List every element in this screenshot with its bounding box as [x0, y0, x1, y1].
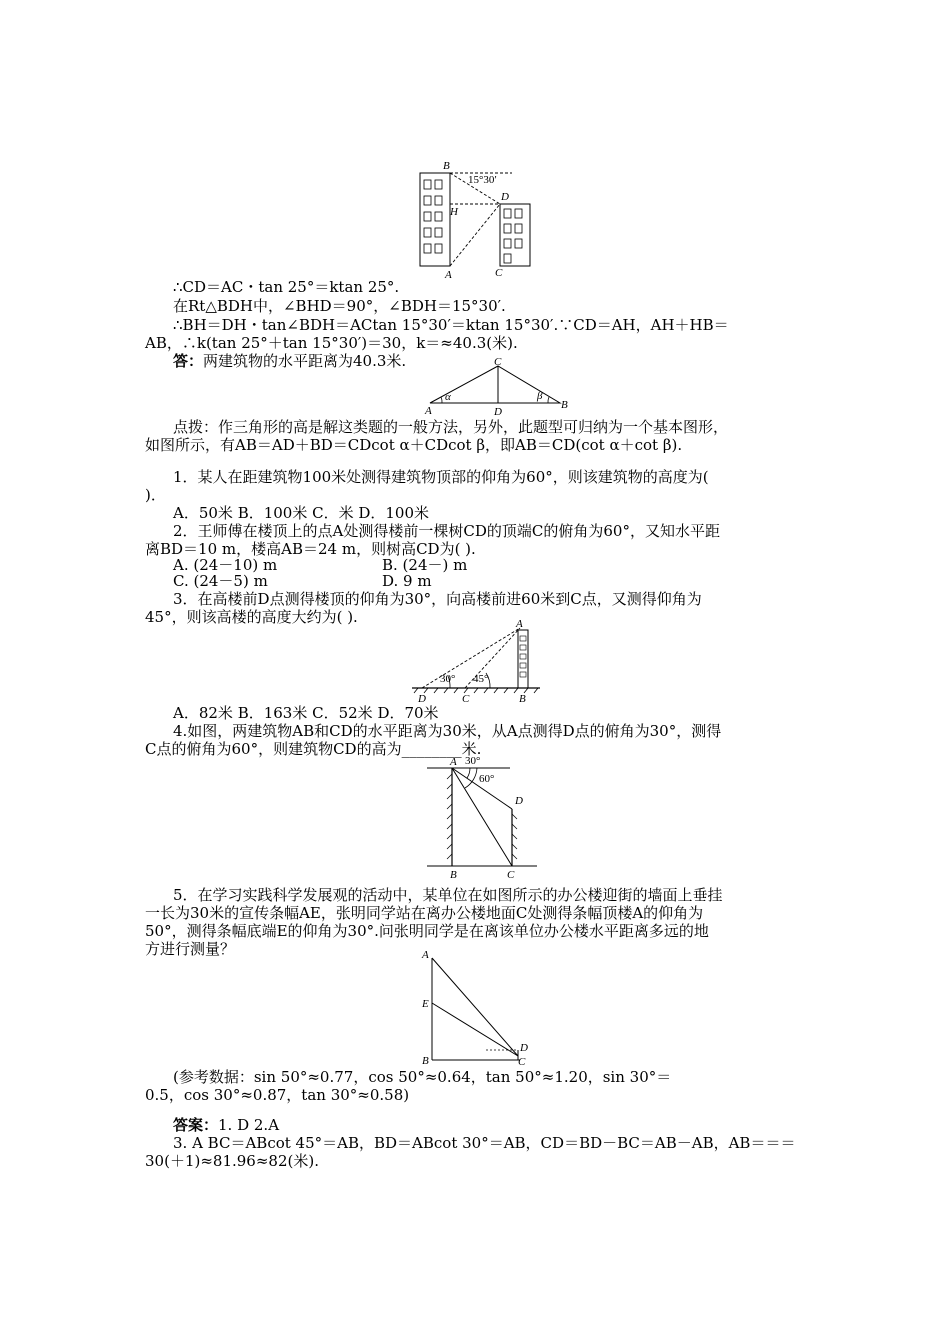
q2-line-1: 2．王师傅在楼顶上的点A处测得楼前一棵树CD的顶端C的俯角为60°，又知水平距 [173, 522, 720, 540]
answers-line-2: 3. A BC＝ABcot 45°＝AB，BD＝ABcot 30°＝AB，CD＝BD－BC＝AB－AB，AB＝＝＝ [173, 1134, 796, 1152]
fig4-label-A: A [450, 756, 457, 768]
hint-line-1: 点拨：作三角形的高是解这类题的一般方法，另外，此题型可归纳为一个基本图形， [173, 418, 729, 436]
fig1-label-H: H [450, 206, 458, 218]
answers-line-3: 30(＋1)≈81.96≈82(米). [145, 1152, 319, 1170]
q2-option-a: A. (24－10) m [173, 556, 278, 574]
q1-line-2: )． [145, 486, 166, 504]
q5-line-1: 5．在学习实践科学发展观的活动中，某单位在如图所示的办公楼迎街的墙面上垂挂 [173, 886, 723, 904]
q5-line-4: 方进行测量？ [145, 940, 236, 958]
fig3-label-D: D [418, 693, 426, 705]
fig2-label-alpha: α [445, 391, 451, 403]
figure-two-buildings [400, 158, 550, 281]
fig3-label-45: 45° [473, 673, 489, 685]
q3-options: A．82米 B．163米 C．52米 D．70米 [173, 704, 439, 722]
fig3-label-A: A [516, 618, 523, 630]
fig4-label-D: D [515, 795, 523, 807]
hint-line-2: 如图所示，有AB＝AD＋BD＝CDcot α＋CDcot β，即AB＝CD(cot α＋cot β). [145, 436, 683, 454]
figure-depression-angles [425, 754, 545, 884]
fig5-label-C: C [518, 1056, 526, 1068]
fig4-label-60: 60° [479, 773, 495, 785]
ref-line-2: 0.5，cos 30°≈0.87，tan 30°≈0.58) [145, 1086, 410, 1104]
fig2-label-B: B [561, 399, 568, 411]
solution-line-1: ∴CD＝AC・tan 25°＝ktan 25°. [173, 278, 400, 296]
fig4-label-B: B [450, 869, 457, 881]
answer-text: 两建筑物的水平距离为40.3米. [203, 352, 407, 370]
fig3-label-30: 30° [440, 673, 456, 685]
solution-line-4: AB，∴k(tan 25°＋tan 15°30′)＝30，k＝≈40.3(米). [145, 334, 518, 352]
fig1-label-D: D [501, 191, 509, 203]
q4-line-1: 4.如图，两建筑物AB和CD的水平距离为30米，从A点测得D点的俯角为30°，测得 [173, 722, 722, 740]
fig4-label-C: C [507, 869, 515, 881]
figure-banner [420, 948, 540, 1066]
figure-elevation-angles [410, 618, 550, 706]
answer-label: 答： [173, 352, 204, 370]
q1-options: A．50米 B．100米 C．米 D．100米 [173, 504, 430, 522]
answers-line-1 [173, 1116, 279, 1134]
q1-line-1: 1．某人在距建筑物100米处测得建筑物顶部的仰角为60°，则该建筑物的高度为( [173, 468, 709, 486]
fig2-label-C: C [494, 356, 502, 368]
fig1-label-angle: 15°30′ [468, 174, 497, 186]
solution-line-3: ∴BH＝DH・tan∠BDH＝ACtan 15°30′＝ktan 15°30′.∵CD＝AH，AH＋HB＝ [173, 316, 729, 334]
q3-line-1: 3．在高楼前D点测得楼顶的仰角为30°，向高楼前进60米到C点，又测得仰角为 [173, 590, 702, 608]
solution-line-2: 在Rt△BDH中，∠BHD＝90°，∠BDH＝15°30′. [173, 297, 506, 315]
fig4-label-30: 30° [465, 755, 481, 767]
q2-option-b: B. (24－) m [382, 556, 468, 574]
fig2-label-A: A [425, 405, 432, 417]
fig3-label-C: C [462, 693, 470, 705]
ref-line-1: (参考数据：sin 50°≈0.77，cos 50°≈0.64，tan 50°≈1.20，sin 30°＝ [173, 1068, 672, 1086]
q2-option-c: C. (24－5) m [173, 572, 268, 590]
fig5-label-A: A [422, 949, 429, 961]
fig2-label-beta: β [537, 390, 543, 402]
answers-label: 答案： [173, 1116, 219, 1134]
fig1-label-A: A [445, 269, 452, 281]
fig5-label-E: E [422, 998, 429, 1010]
q2-option-d: D. 9 m [382, 572, 432, 590]
fig5-label-D: D [520, 1042, 528, 1054]
fig5-label-B: B [422, 1055, 429, 1067]
fig3-label-B: B [519, 693, 526, 705]
answers-first: 1. D 2.A [218, 1116, 280, 1134]
figure-triangle [420, 358, 570, 418]
fig1-label-B: B [443, 160, 450, 172]
q2-line-2: 离BD＝10 m，楼高AB＝24 m，则树高CD为( ). [145, 540, 476, 558]
fig2-label-D: D [494, 406, 502, 418]
q5-line-2: 一长为30米的宣传条幅AE，张明同学站在离办公楼地面C处测得条幅顶楼A的仰角为 [145, 904, 704, 922]
q3-line-2: 45°，则该高楼的高度大约为( ). [145, 608, 358, 626]
q5-line-3: 50°，测得条幅底端E的仰角为30°.问张明同学是在离该单位办公楼水平距离多远的地 [145, 922, 709, 940]
solution-answer [173, 352, 406, 370]
fig1-label-C: C [495, 267, 503, 279]
q4-line-2: C点的俯角为60°，则建筑物CD的高为________米. [145, 740, 482, 758]
